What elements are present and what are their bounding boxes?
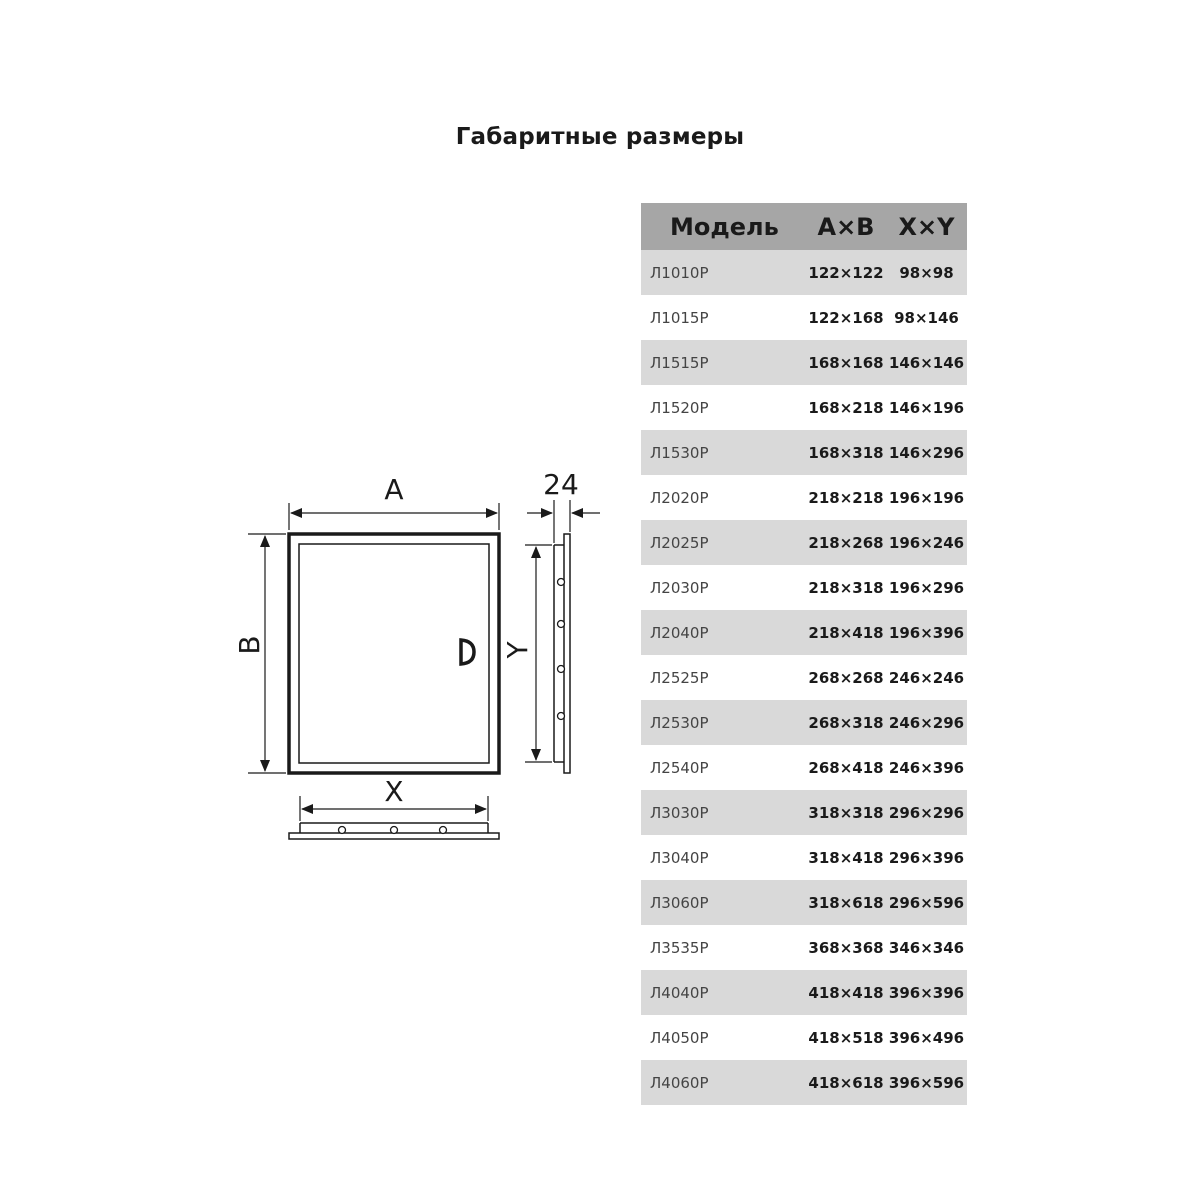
- handle-icon: [461, 640, 474, 664]
- ab-cell: 168×218: [808, 398, 884, 417]
- table-row: [641, 970, 967, 1015]
- xy-cell: 246×246: [888, 668, 965, 687]
- label-y: Y: [501, 641, 534, 659]
- label-a: A: [384, 473, 404, 506]
- dimension-drawing: [0, 0, 640, 900]
- model-cell: Л4040Р: [650, 983, 709, 1002]
- dimension-a: [289, 503, 499, 530]
- table-row: [641, 520, 967, 565]
- model-cell: Л2040Р: [650, 623, 709, 642]
- model-cell: Л3060Р: [650, 893, 709, 912]
- ab-cell: 418×418: [808, 983, 884, 1002]
- label-b: B: [233, 635, 266, 655]
- table-row: [641, 655, 967, 700]
- ab-cell: 218×218: [808, 488, 884, 507]
- label-x: X: [384, 775, 404, 808]
- xy-cell: 246×396: [888, 758, 965, 777]
- ab-cell: 168×318: [808, 443, 884, 462]
- xy-cell: 146×196: [888, 398, 965, 417]
- table-row: [641, 340, 967, 385]
- table-header: [641, 203, 967, 250]
- ab-cell: 318×618: [808, 893, 884, 912]
- ab-cell: 268×418: [808, 758, 884, 777]
- xy-cell: 396×496: [888, 1028, 965, 1047]
- xy-cell: 146×146: [888, 353, 965, 372]
- header-ab: A×B: [817, 212, 875, 241]
- xy-cell: 296×396: [888, 848, 965, 867]
- header-model: Модель: [670, 212, 779, 241]
- table-row: [641, 835, 967, 880]
- ab-cell: 418×618: [808, 1073, 884, 1092]
- side-view: [554, 534, 570, 773]
- ab-cell: 218×318: [808, 578, 884, 597]
- model-cell: Л2525Р: [650, 668, 709, 687]
- table-row: [641, 295, 967, 340]
- xy-cell: 296×596: [888, 893, 965, 912]
- model-cell: Л2025Р: [650, 533, 709, 552]
- ab-cell: 122×122: [808, 263, 884, 282]
- table-row: [641, 880, 967, 925]
- front-view: [289, 534, 499, 773]
- ab-cell: 268×268: [808, 668, 884, 687]
- xy-cell: 196×246: [888, 533, 965, 552]
- xy-cell: 396×596: [888, 1073, 965, 1092]
- model-cell: Л2530Р: [650, 713, 709, 732]
- page-title: Габаритные размеры: [455, 124, 745, 150]
- model-cell: Л2020Р: [650, 488, 709, 507]
- table-row: [641, 1015, 967, 1060]
- xy-cell: 98×98: [899, 263, 954, 282]
- model-cell: Л4050Р: [650, 1028, 709, 1047]
- xy-cell: 98×146: [894, 308, 959, 327]
- model-cell: Л1010Р: [650, 263, 709, 282]
- table-row: [641, 700, 967, 745]
- model-cell: Л3030Р: [650, 803, 709, 822]
- table-row: [641, 610, 967, 655]
- ab-cell: 168×168: [808, 353, 884, 372]
- header-xy: X×Y: [898, 212, 955, 241]
- model-cell: Л3040Р: [650, 848, 709, 867]
- table-row: [641, 250, 967, 295]
- table-row: [641, 565, 967, 610]
- xy-cell: 246×296: [888, 713, 965, 732]
- table-row: [641, 385, 967, 430]
- model-cell: Л1515Р: [650, 353, 709, 372]
- model-cell: Л2540Р: [650, 758, 709, 777]
- xy-cell: 396×396: [888, 983, 965, 1002]
- model-cell: Л1520Р: [650, 398, 709, 417]
- table-row: [641, 925, 967, 970]
- xy-cell: 196×396: [888, 623, 965, 642]
- model-cell: Л3535Р: [650, 938, 709, 957]
- xy-cell: 296×296: [888, 803, 965, 822]
- model-cell: Л4060Р: [650, 1073, 709, 1092]
- table-row: [641, 790, 967, 835]
- ab-cell: 368×368: [808, 938, 884, 957]
- model-cell: Л2030Р: [650, 578, 709, 597]
- xy-cell: 146×296: [888, 443, 965, 462]
- xy-cell: 346×346: [888, 938, 965, 957]
- ab-cell: 122×168: [808, 308, 884, 327]
- xy-cell: 196×296: [888, 578, 965, 597]
- ab-cell: 268×318: [808, 713, 884, 732]
- model-cell: Л1530Р: [650, 443, 709, 462]
- xy-cell: 196×196: [888, 488, 965, 507]
- table-row: [641, 475, 967, 520]
- model-cell: Л1015Р: [650, 308, 709, 327]
- ab-cell: 418×518: [808, 1028, 884, 1047]
- table-row: [641, 1060, 967, 1105]
- label-depth: 24: [543, 468, 579, 501]
- size-table: [641, 203, 967, 1105]
- ab-cell: 218×418: [808, 623, 884, 642]
- ab-cell: 318×418: [808, 848, 884, 867]
- bottom-view: [289, 823, 499, 839]
- table-body: [641, 250, 967, 1105]
- ab-cell: 318×318: [808, 803, 884, 822]
- table-row: [641, 430, 967, 475]
- ab-cell: 218×268: [808, 533, 884, 552]
- table-row: [641, 745, 967, 790]
